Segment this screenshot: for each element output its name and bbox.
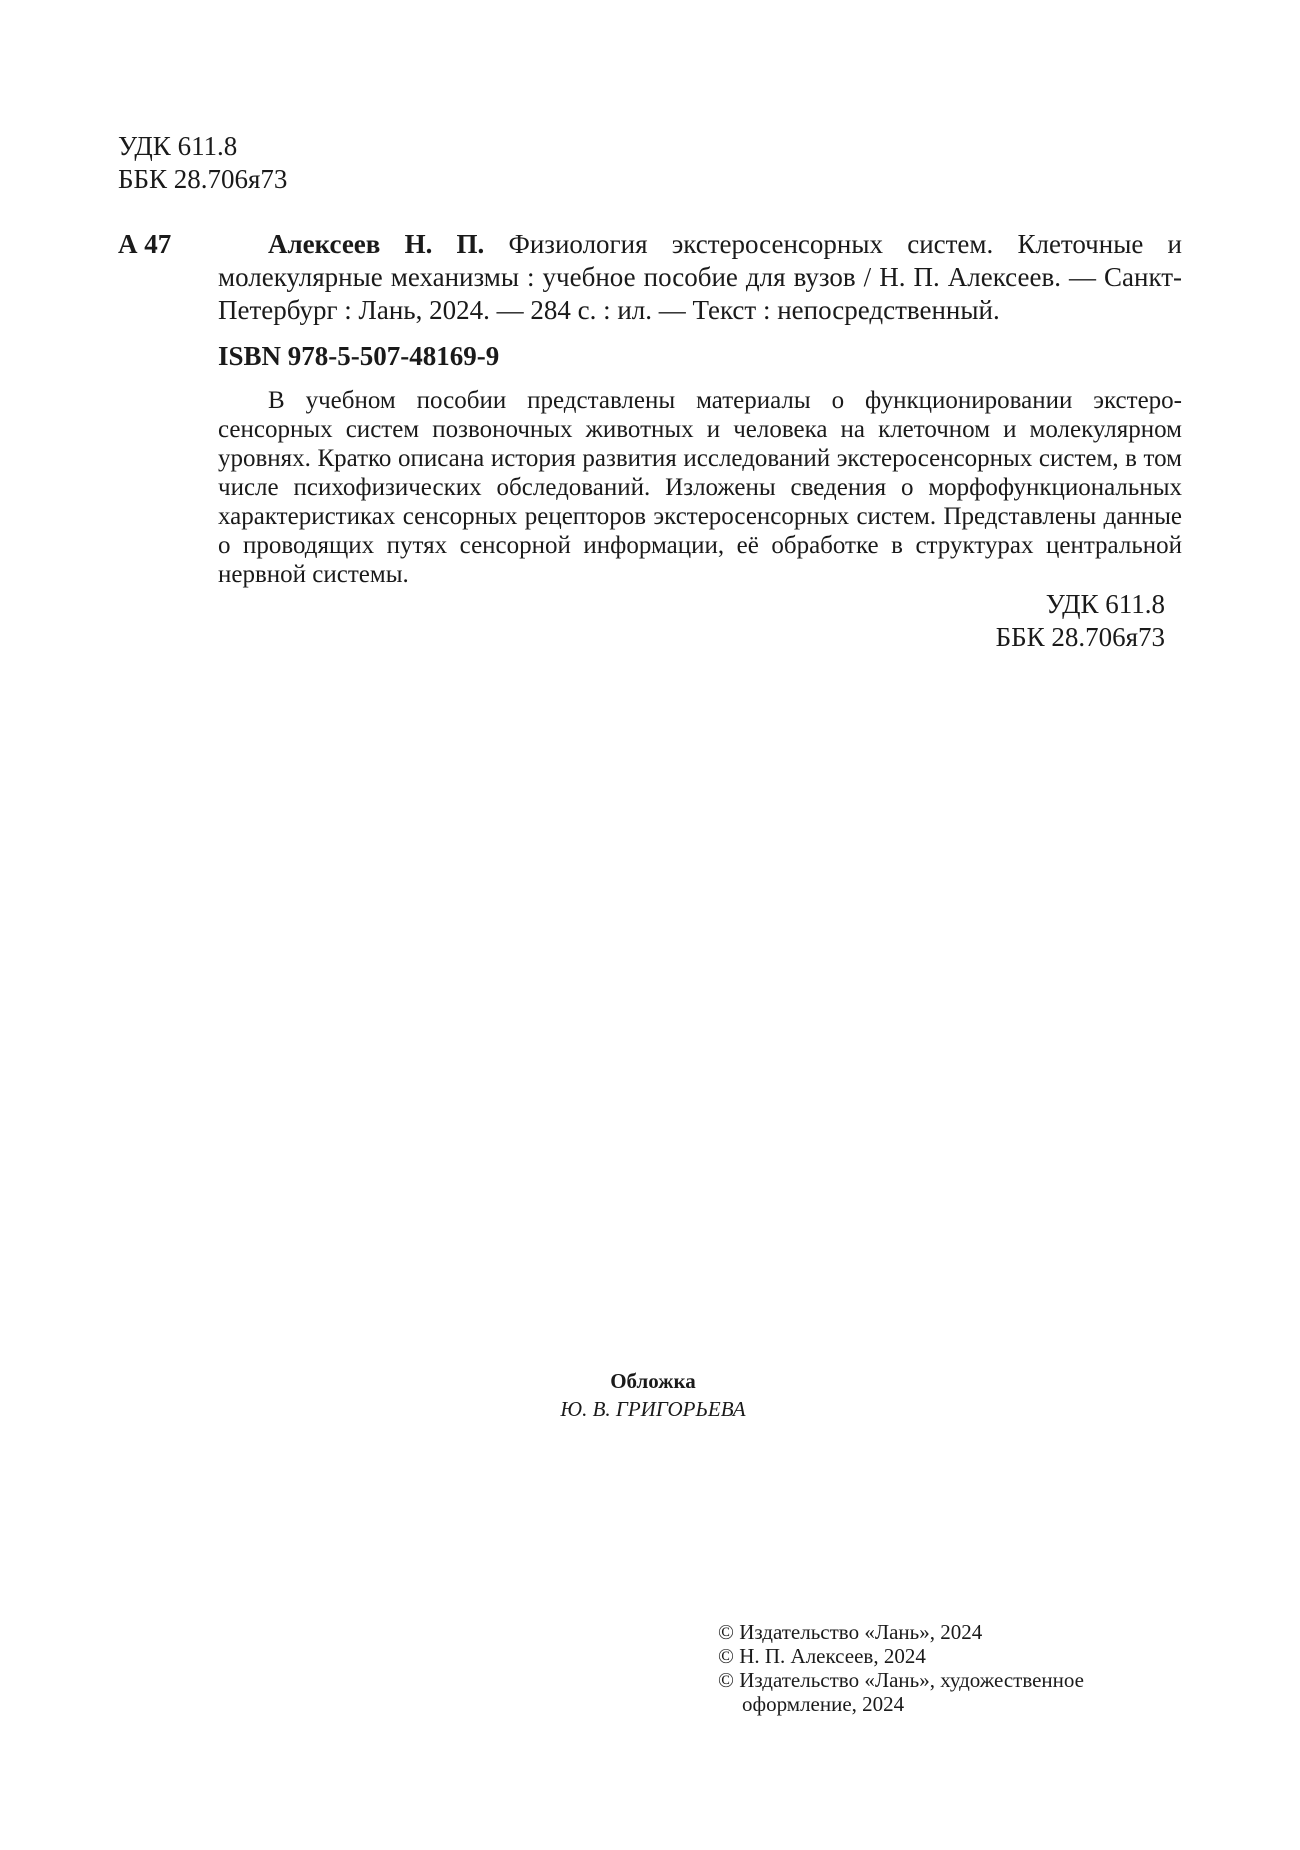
copyright-line: © Издательство «Лань», художественное оформление, 2024 [718, 1668, 1084, 1716]
bibliographic-record [218, 228, 1182, 327]
copyright-block [718, 1620, 1138, 1716]
isbn: ISBN 978-5-507-48169-9 [218, 341, 500, 371]
classification-codes-bottom [996, 588, 1165, 654]
bibliographic-description: Физиология экстеросенсорных систем. Клеточные и молекулярные механизмы : учебное пособие для вузов / Н. П. Алексеев. — Санкт-Петербург : Лань, 2024. — 284 с. : ил. — Текст : непосредственный. [218, 229, 1182, 325]
copyright-line: © Н. П. Алексеев, 2024 [718, 1644, 926, 1668]
udk-code: УДК 611.8 [1045, 589, 1165, 619]
cover-designer: Ю. В. ГРИГОРЬЕВА [560, 1397, 746, 1421]
bbk-code: ББК 28.706я73 [995, 622, 1165, 652]
cover-credit [0, 1367, 1300, 1423]
classification-codes-top [118, 130, 287, 196]
abstract-paragraph: В учебном пособии представлены материалы о функционировании экстеро-сенсорных систем позвоночных животных и человека на клеточном и молекулярном уровнях. Кратко описана история развития исследований экстеросенсорных систем, в том числе психофизических обследований. Изложены сведения о морфофункциональных характеристиках сенсорных рецепторов экстеросенсорных систем. Представлены данные о проводящих путях сенсорной информации, её обработке в структурах центральной нервной системы. [218, 387, 1182, 588]
author-name: Алексеев Н. П. [268, 229, 485, 259]
bbk-code: ББК 28.706я73 [118, 164, 288, 194]
author-mark: А 47 [118, 229, 172, 259]
cover-label: Обложка [610, 1369, 696, 1393]
udk-code: УДК 611.8 [118, 131, 238, 161]
copyright-line: © Издательство «Лань», 2024 [718, 1620, 983, 1644]
